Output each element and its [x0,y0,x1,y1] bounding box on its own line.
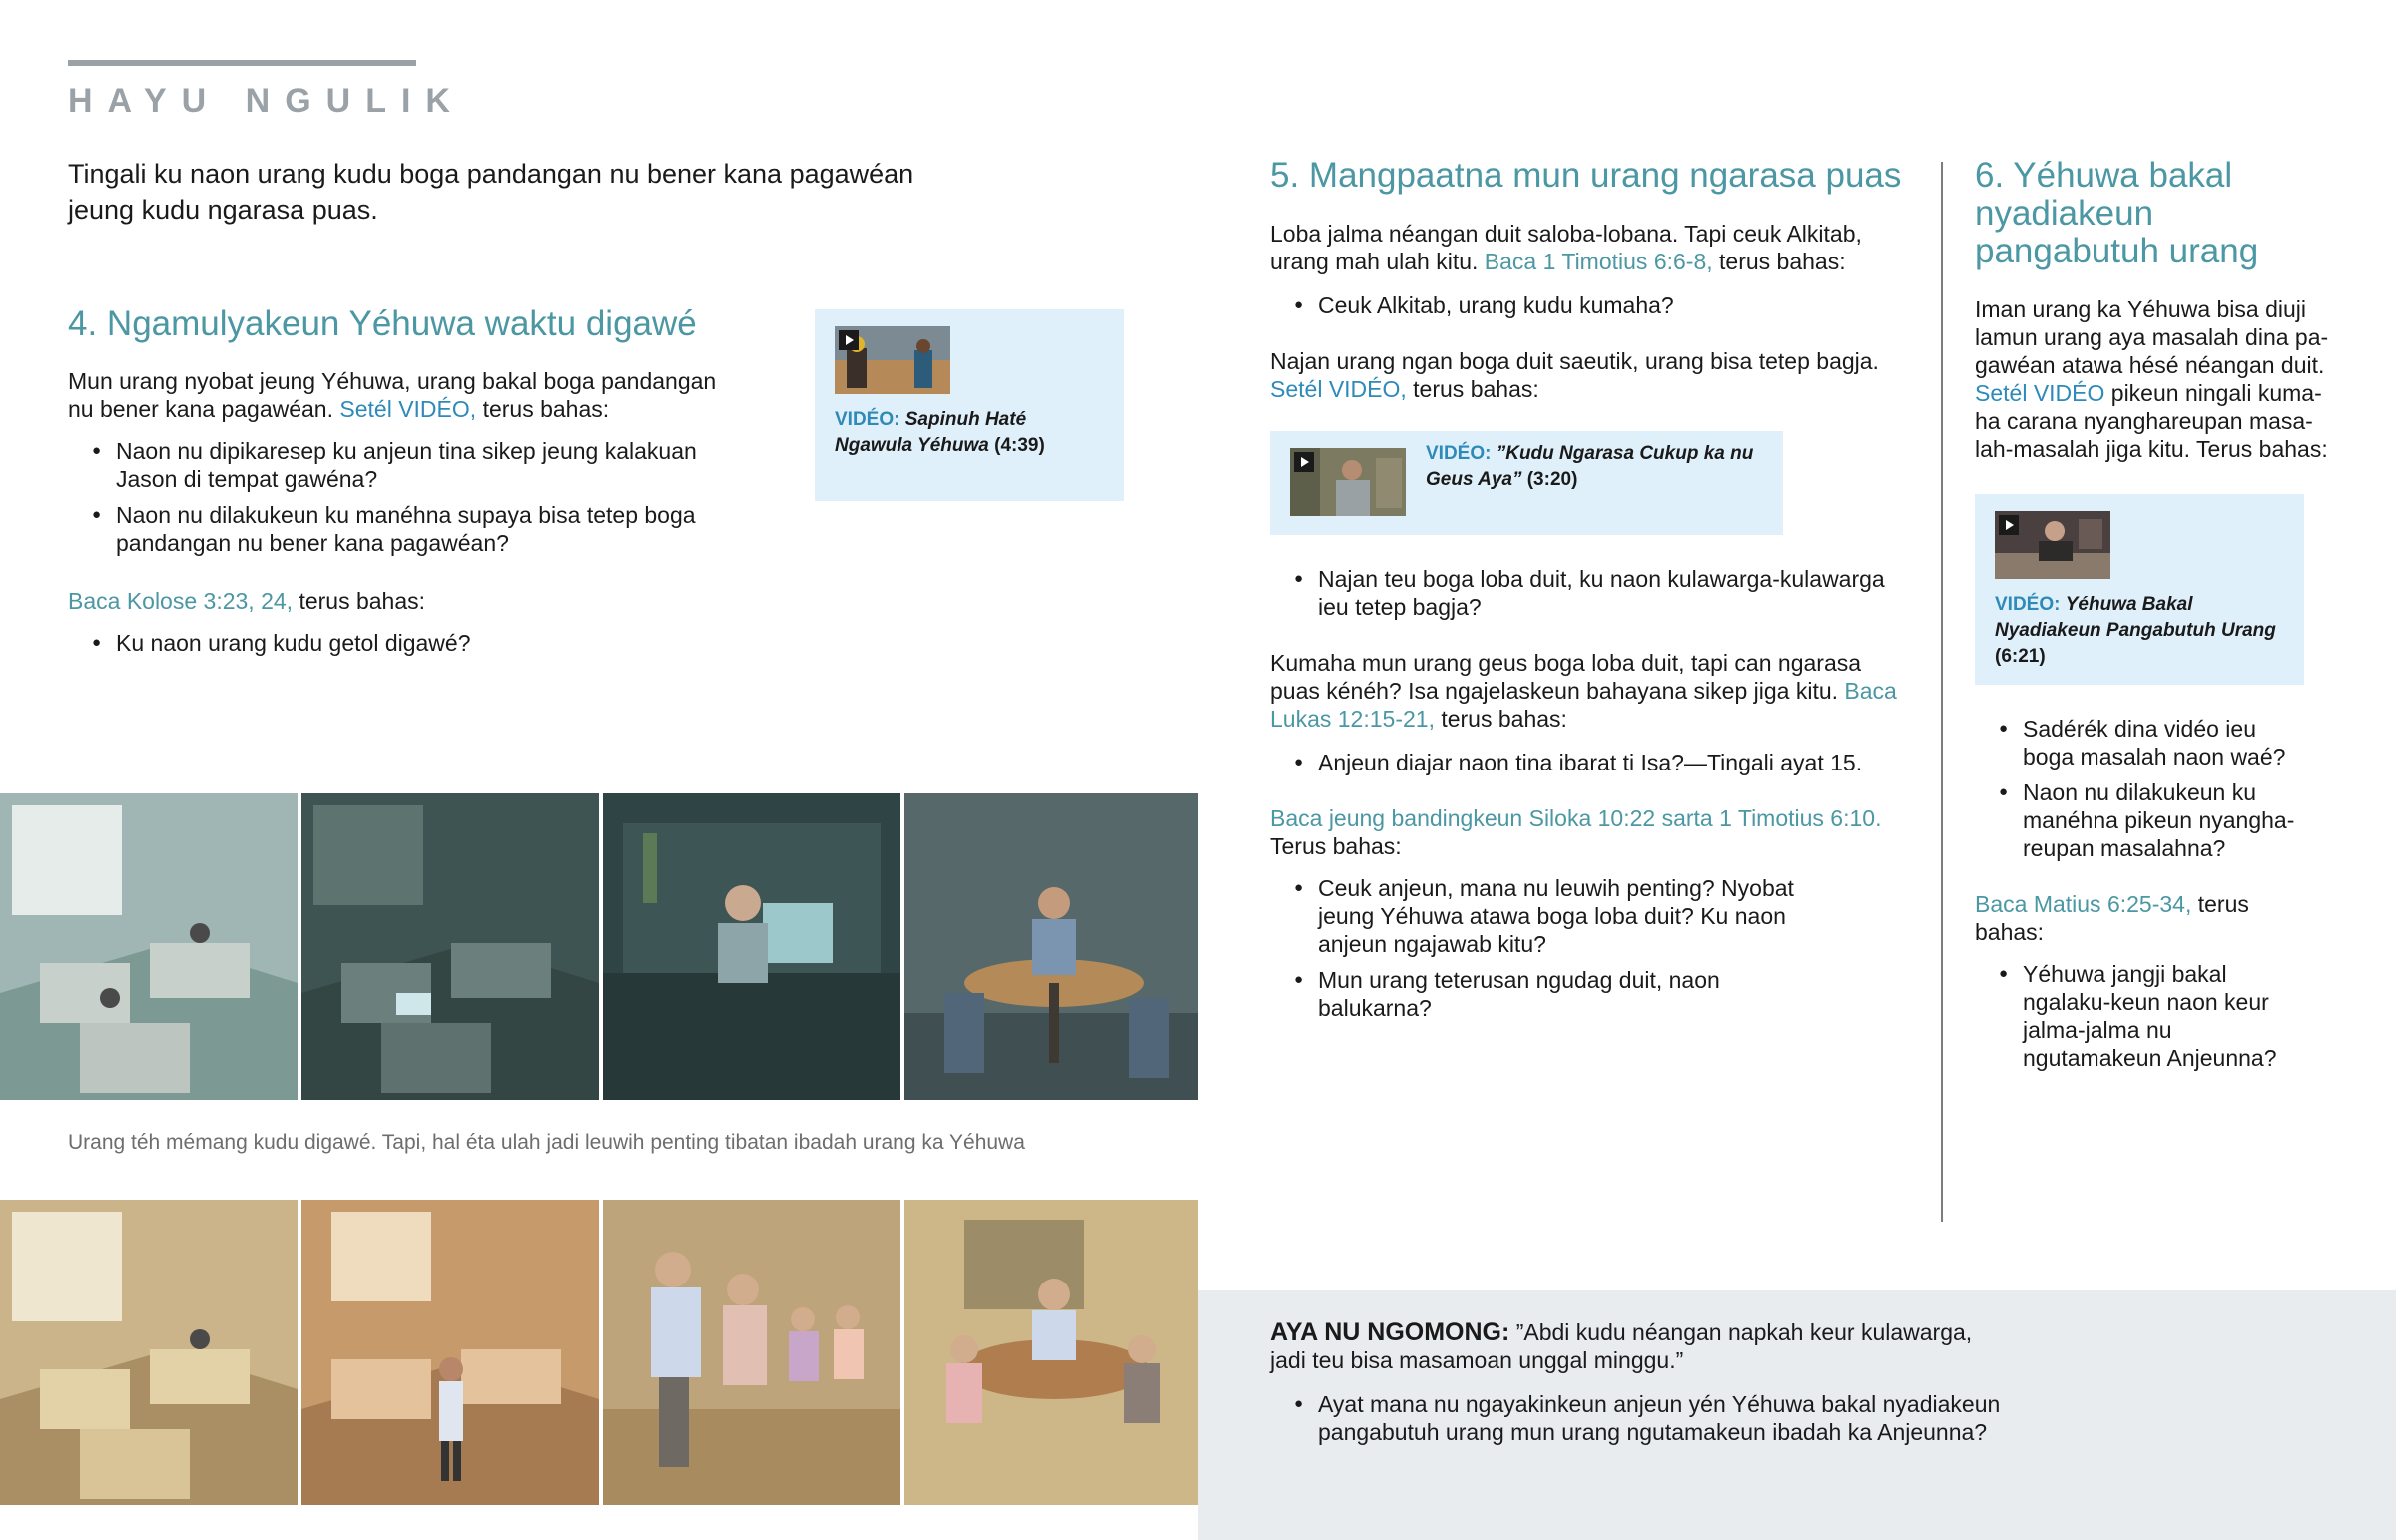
section-4-para: Mun urang nyobat jeung Yéhuwa, urang bakal boga pandangan nu bener kana pagawéan. Setél VIDÉO, terus bahas: [68,368,717,422]
section-4-title: 4. Ngamulyakeun Yéhuwa waktu digawé [68,304,697,343]
play-video-link[interactable]: Setél VIDÉO, [339,396,477,422]
list-item: ● Sadérék dina vidéo ieu boga masalah naon waé? [1975,715,2304,770]
scripture-link[interactable]: Baca jeung bandingkeun Siloka 10:22 sarta 1 Timotius 6:10. [1270,805,1882,831]
list-item: ● Yéhuwa jangji bakal ngalaku-keun naon keur jalma-jalma nu ngutamakeun Anjeunna? [1975,960,2294,1072]
section-6-bullets-1 [1975,715,2304,870]
quote-bullets [1270,1390,2009,1454]
illustration-family-dinner [904,1200,1198,1505]
section-5-para-4: Baca jeung bandingkeun Siloka 10:22 sarta 1 Timotius 6:10. Terus bahas: [1270,805,1882,859]
video-thumbnail[interactable] [835,326,950,394]
play-icon[interactable] [1999,515,2019,535]
scripture-link[interactable]: Baca Matius 6:25-34, [1975,891,2192,917]
list-item: ● Ceuk Alkitab, urang kudu kumaha? [1270,291,1899,319]
play-video-link[interactable]: Setél VIDÉO, [1270,376,1407,402]
list-item: ● Najan teu boga loba duit, ku naon kulawarga-kulawarga ieu tetep bagja? [1270,565,1909,621]
play-icon[interactable] [1294,452,1314,472]
section-5-title: 5. Mangpaatna mun urang ngarasa puas [1270,156,1902,195]
illustration-home-alone [904,793,1198,1100]
illustration-leaving-work [301,1200,599,1505]
section-4-read: Baca Kolose 3:23, 24, terus bahas: [68,588,426,614]
video-box-3[interactable] [1975,494,2304,685]
section-5-para-3: Kumaha mun urang geus boga loba duit, tapi can ngarasa puas kénéh? Isa ngajelaskeun bahayana sikep jiga kitu. Baca Lukas 12:15-21, terus bahas: [1270,650,1897,732]
list-item: ● Ayat mana nu ngayakinkeun anjeun yén Yéhuwa bakal nyadiakeun pangabutuh urang mun urang ngutamakeun ibadah ka Anjeunna? [1270,1390,2009,1446]
section-6-title: 6. Yéhuwa bakal nyadiakeun pangabutuh urang [1975,156,2259,270]
intro-text: Tingali ku naon urang kudu boga pandangan nu bener kana pagawéan jeung kudu ngarasa puas. [68,159,914,225]
section-6-bullets-2 [1975,960,2294,1080]
video-caption: VIDÉO: Sapinuh Haté Ngawula Yéhuwa (4:39) [835,409,1045,456]
section-5-bullets-3 [1270,749,1909,784]
video-caption: VIDÉO: ”Kudu Ngarasa Cukup ka nu Geus Aya” (3:20) [1426,443,1754,490]
page-title: HAYU NGULIK [68,82,465,120]
section-5-para-2: Najan urang ngan boga duit saeutik, urang bisa tetep bagja. Setél VIDÉO, terus bahas: [1270,348,1879,402]
video-box-2[interactable] [1270,431,1783,535]
video-caption: VIDÉO: Yéhuwa Bakal Nyadiakeun Pangabutuh Urang (6:21) [1995,594,2276,667]
section-5-bullets-4 [1270,874,1829,1030]
illustration-office-evening [301,793,599,1100]
video-thumbnail[interactable] [1995,511,2110,579]
video-thumbnail[interactable] [1290,448,1406,516]
list-item: ● Mun urang teterusan ngudag duit, naon balukarna? [1270,966,1829,1022]
video-box-1[interactable] [815,309,1124,501]
list-item: ● Naon nu dilakukeun ku manéhna pikeun nyangha-reupan masalahna? [1975,778,2304,862]
section-6-para-1: Iman urang ka Yéhuwa bisa diuji lamun urang aya masalah dina pa-gawéan atawa hésé néangan duit. Setél VIDÉO pikeun ningali kuma-ha carana nyanghareupan masa-lah-masalah jiga kitu. Terus bahas: [1975,296,2329,462]
play-icon[interactable] [839,330,859,350]
illustration-office-day [0,793,298,1100]
header-rule [68,60,416,66]
section-4-bullets-2 [68,629,737,665]
quote-text: AYA NU NGOMONG: ”Abdi kudu néangan napkah keur kulawarga, jadi teu bisa masamoan unggal minggu.” [1270,1318,1973,1373]
image-strip-work [0,793,1198,1100]
list-item: ● Anjeun diajar naon tina ibarat ti Isa?—Tingali ayat 15. [1270,749,1909,776]
list-item: ● Ku naon urang kudu getol digawé? [68,629,737,657]
illustration-working-late [603,793,900,1100]
image-caption: Urang téh mémang kudu digawé. Tapi, hal éta ulah jadi leuwih penting tibatan ibadah urang ka Yéhuwa [68,1131,1025,1154]
section-4-bullets [68,437,737,565]
image-strip-family [0,1200,1198,1505]
list-item: ● Naon nu dipikaresep ku anjeun tina sikep jeung kalakuan Jason di tempat gawéna? [68,437,737,493]
scripture-link[interactable]: Baca 1 Timotius 6:6-8, [1484,249,1713,274]
list-item: ● Naon nu dilakukeun ku manéhna supaya bisa tetep boga pandangan nu bener kana pagawéan? [68,501,737,557]
column-divider [1941,162,1943,1222]
section-5-bullets-2 [1270,565,1909,629]
list-item: ● Ceuk anjeun, mana nu leuwih penting? Nyobat jeung Yéhuwa atawa boga loba duit? Ku naon anjeun ngajawab kitu? [1270,874,1829,958]
section-5-para-1: Loba jalma néangan duit saloba-lobana. Tapi ceuk Alkitab, urang mah ulah kitu. Baca 1 Timotius 6:6-8, terus bahas: [1270,221,1862,274]
scripture-link[interactable]: Baca Lukas 12:15-21, [1270,678,1897,732]
quote-box [1198,1290,2396,1540]
scripture-link[interactable]: Baca Kolose 3:23, 24, [68,588,294,614]
play-video-link[interactable]: Setél VIDÉO [1975,380,2105,406]
section-6-read: Baca Matius 6:25-34, terus bahas: [1975,891,2249,945]
illustration-office-balanced [0,1200,298,1505]
illustration-family-meeting [603,1200,900,1505]
section-5-bullets-1 [1270,291,1899,327]
